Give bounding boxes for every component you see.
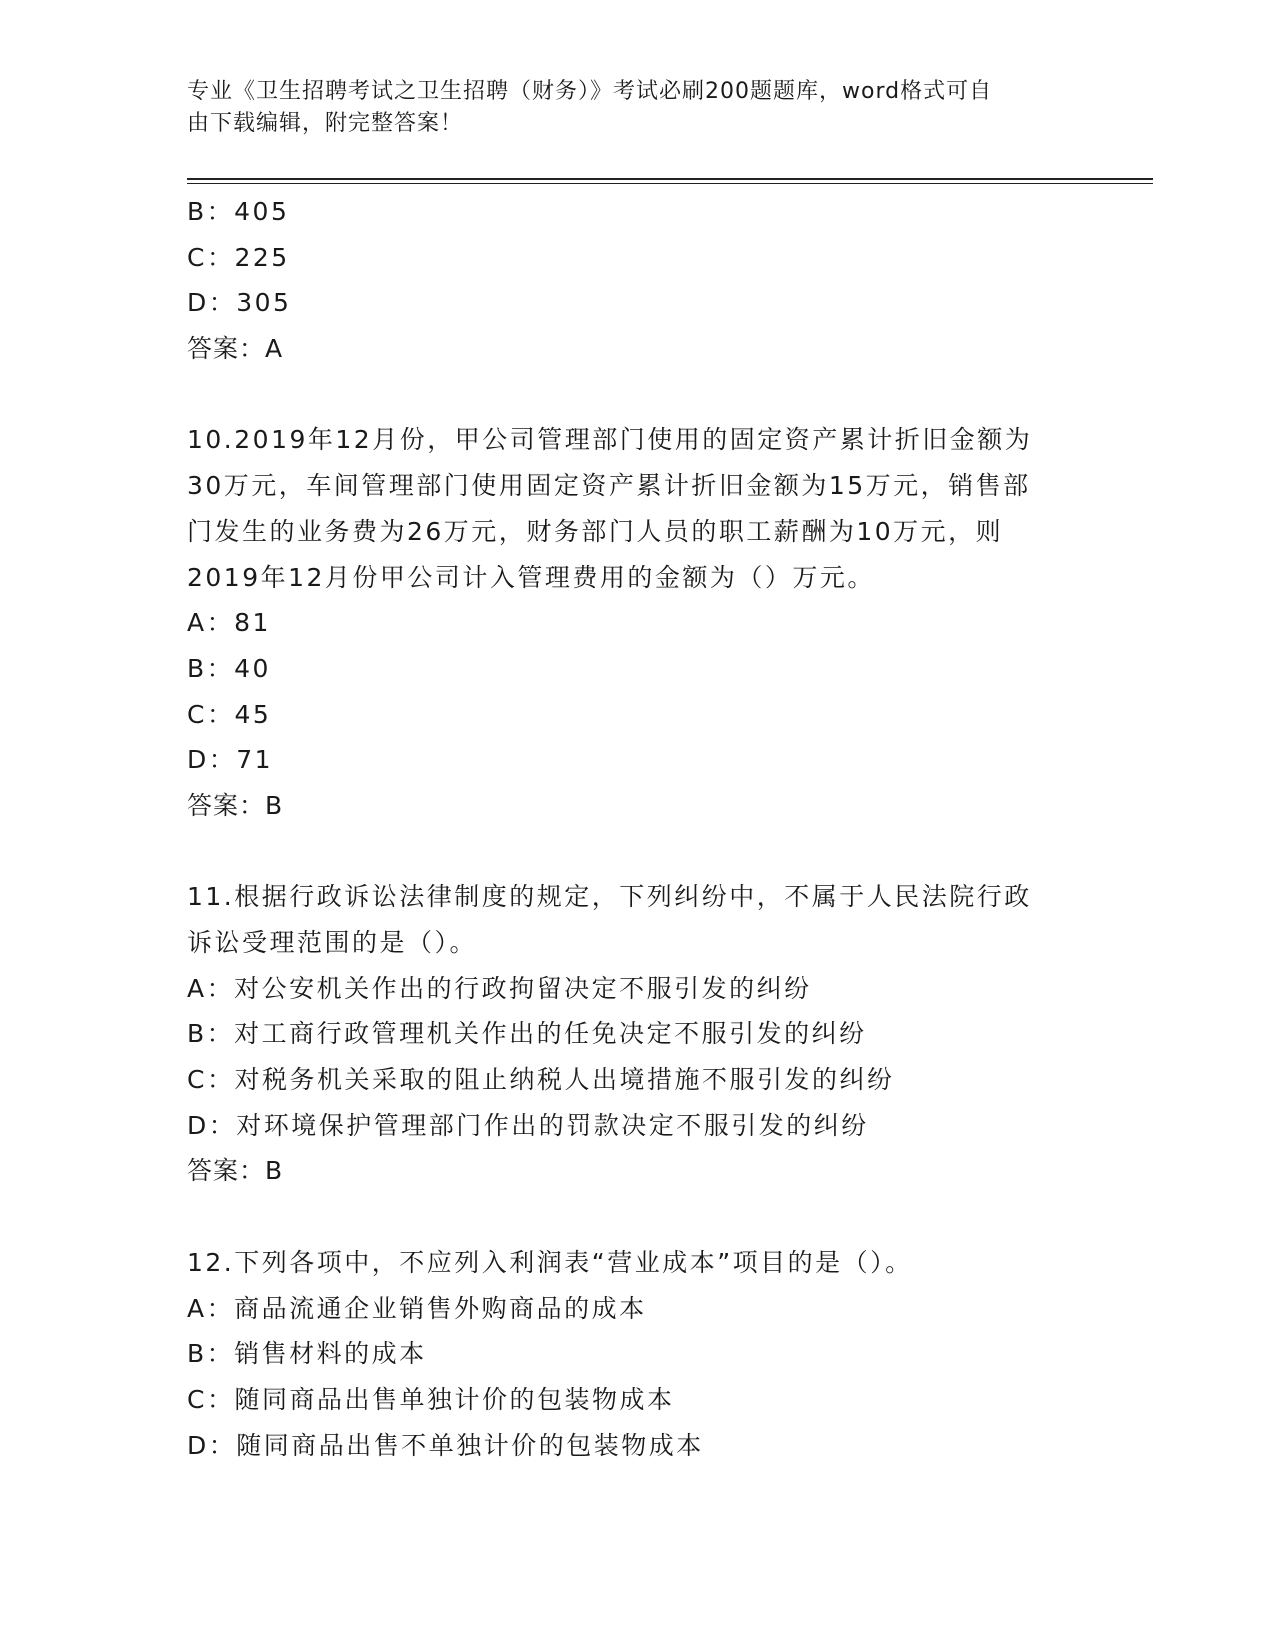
page-header (187, 76, 1067, 140)
question-9-continuation (187, 189, 1087, 372)
question-text-line: 30万元，车间管理部门使用固定资产累计折旧金额为15万元，销售部 (187, 471, 1031, 501)
spacer (187, 1194, 1087, 1240)
option-c: C：对税务机关采取的阻止纳税人出境措施不服引发的纠纷 (187, 1065, 895, 1095)
document-body (187, 189, 1087, 1468)
question-12 (187, 1240, 1087, 1468)
option-b: B：40 (187, 653, 271, 683)
answer-line: 答案：B (187, 1156, 284, 1186)
option-d: D：对环境保护管理部门作出的罚款决定不服引发的纠纷 (187, 1110, 869, 1140)
option-b: B：销售材料的成本 (187, 1339, 427, 1369)
header-divider-thick (187, 178, 1153, 180)
option-d: D：305 (187, 288, 292, 318)
option-c: C：225 (187, 242, 290, 272)
option-a: A：81 (187, 608, 271, 638)
header-line-2: 由下载编辑，附完整答案！ (187, 111, 464, 136)
option-d: D：71 (187, 745, 274, 775)
option-b: B：405 (187, 197, 290, 226)
question-text-line: 12.下列各项中，不应列入利润表“营业成本”项目的是（）。 (187, 1247, 913, 1277)
spacer (187, 372, 1087, 418)
option-c: C：45 (187, 699, 272, 729)
question-text-line: 2019年12月份甲公司计入管理费用的金额为（）万元。 (187, 562, 875, 592)
question-text-line: 10.2019年12月份，甲公司管理部门使用的固定资产累计折旧金额为 (187, 425, 1033, 455)
question-10 (187, 417, 1087, 828)
question-11 (187, 874, 1087, 1194)
question-text-line: 11.根据行政诉讼法律制度的规定，下列纠纷中，不属于人民法院行政 (187, 882, 1032, 912)
answer-line: 答案：A (187, 334, 284, 364)
option-a: A：对公安机关作出的行政拘留决定不服引发的纠纷 (187, 973, 812, 1003)
question-text-line: 诉讼受理范围的是（）。 (187, 928, 478, 957)
header-line-1: 专业《卫生招聘考试之卫生招聘（财务）》考试必刷200题题库，word格式可自 (187, 79, 993, 104)
option-d: D：随同商品出售不单独计价的包装物成本 (187, 1430, 704, 1460)
header-divider-thin (187, 183, 1153, 184)
question-text-line: 门发生的业务费为26万元，财务部门人员的职工薪酬为10万元，则 (187, 516, 1004, 546)
option-c: C：随同商品出售单独计价的包装物成本 (187, 1384, 675, 1414)
answer-line: 答案：B (187, 790, 284, 820)
option-a: A：商品流通企业销售外购商品的成本 (187, 1293, 647, 1323)
option-b: B：对工商行政管理机关作出的任免决定不服引发的纠纷 (187, 1019, 867, 1049)
spacer (187, 829, 1087, 875)
